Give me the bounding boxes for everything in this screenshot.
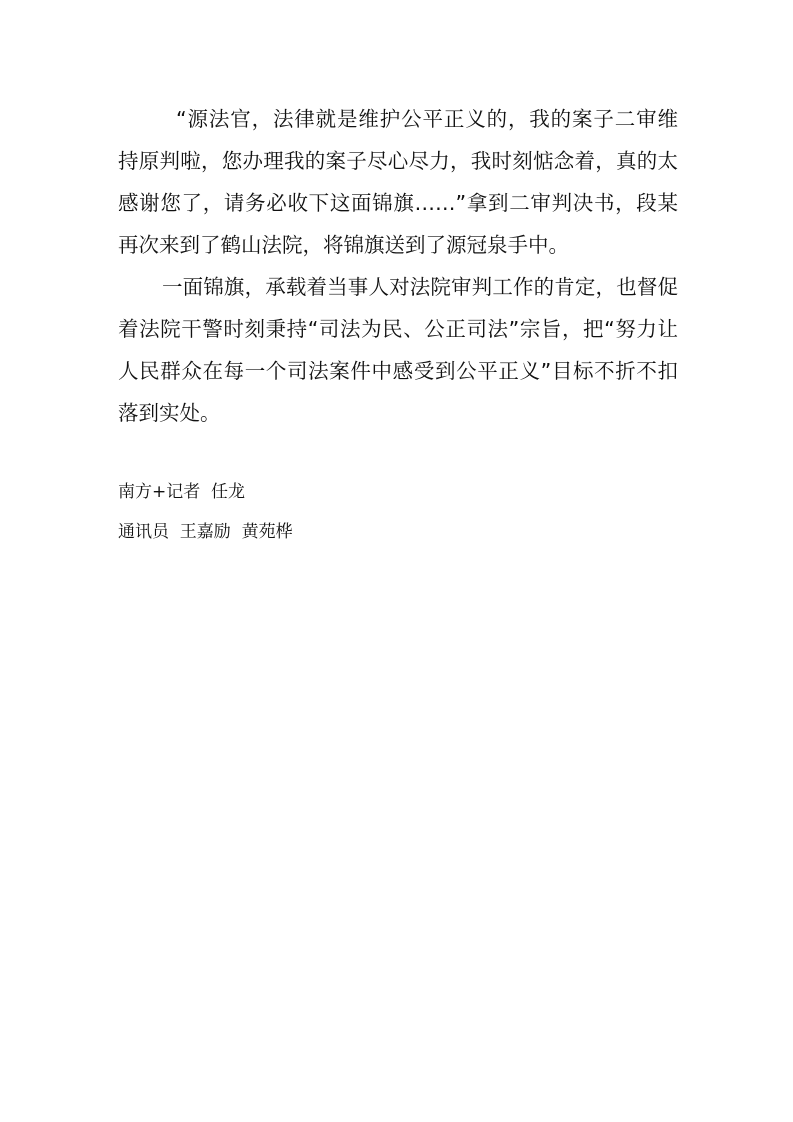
article-body bbox=[118, 98, 678, 434]
correspondent-credit: 通讯员 王嘉励 黄苑桦 bbox=[118, 522, 293, 542]
article-paragraph-1: “源法官，法律就是维护公平正义的，我的案子二审维持原判啦，您办理我的案子尽心尽力，我时刻惦念着，真的太感谢您了，请务必收下这面锦旗……”拿到二审判决书，段某再次来到了鹤山法院，将锦旗送到了源冠泉手中。 bbox=[118, 107, 678, 257]
reporter-credit: 南方+记者 任龙 bbox=[118, 482, 246, 502]
article-paragraph-2: 一面锦旗，承载着当事人对法院审判工作的肯定，也督促着法院干警时刻秉持“司法为民、公正司法”宗旨，把“努力让人民群众在每一个司法案件中感受到公平正义”目标不折不扣落到实处。 bbox=[118, 275, 678, 425]
byline bbox=[118, 482, 678, 542]
